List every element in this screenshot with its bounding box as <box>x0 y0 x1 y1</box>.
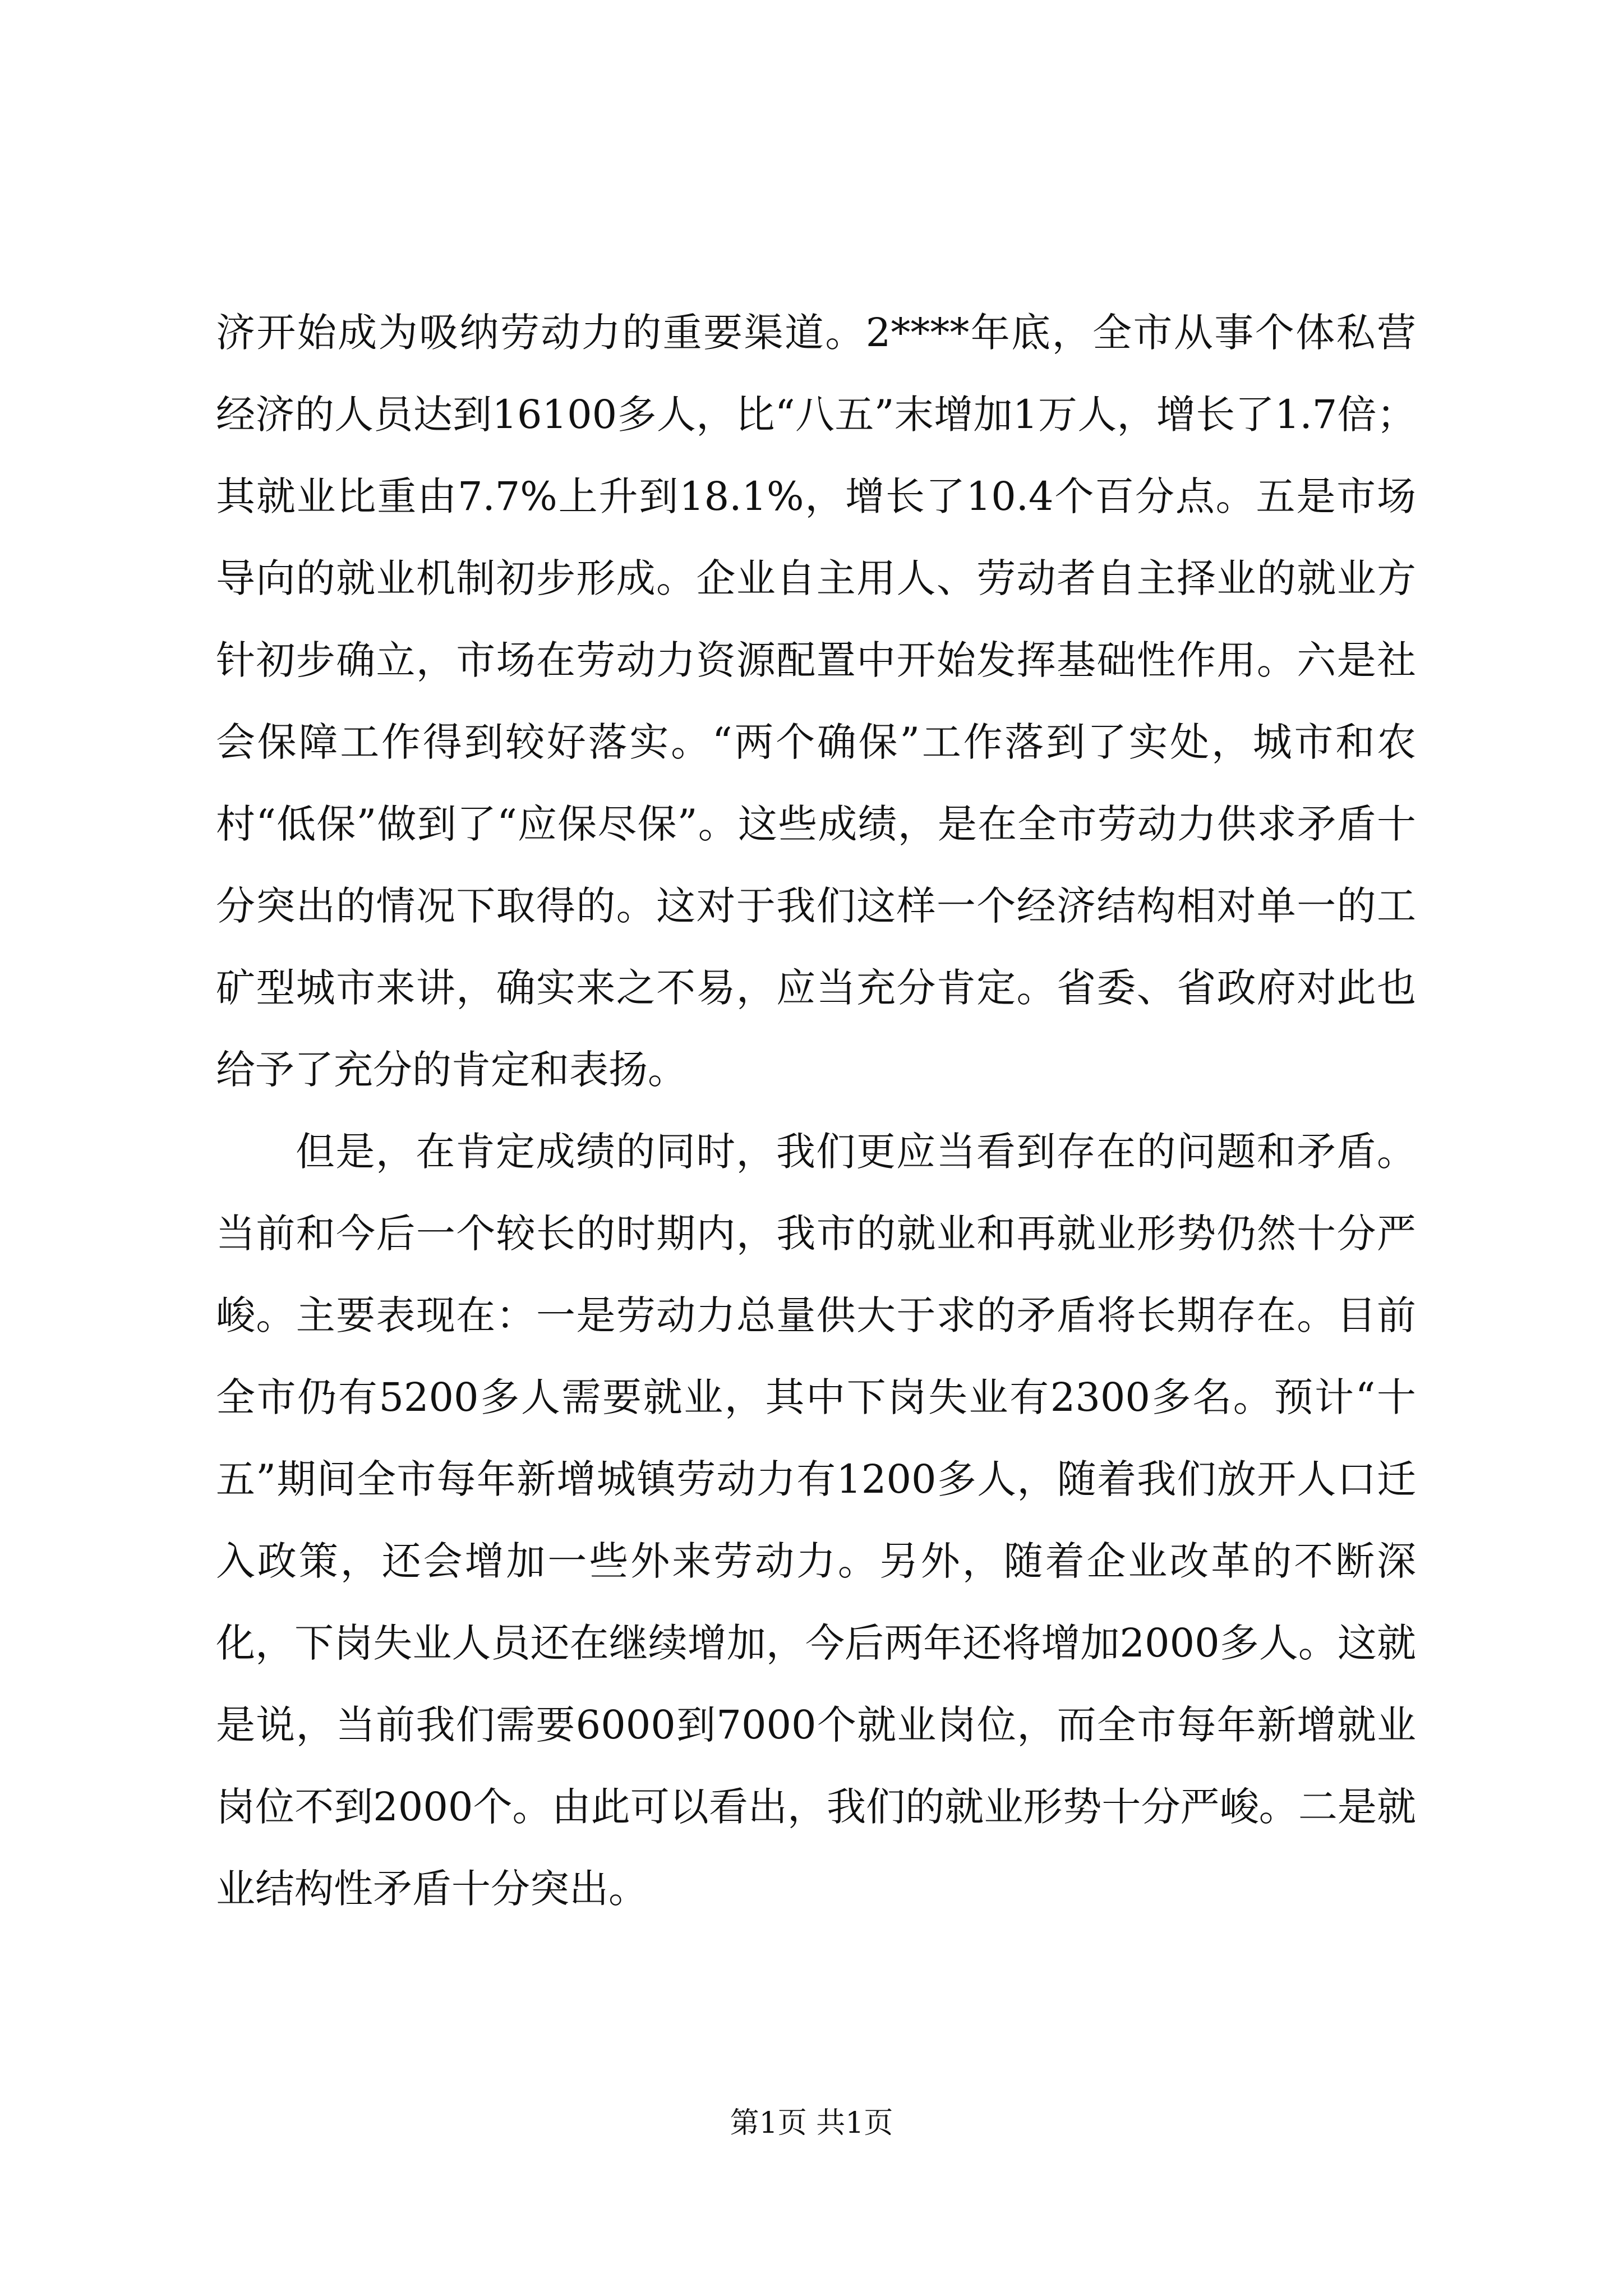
paragraph-1: 济开始成为吸纳劳动力的重要渠道。2****年底，全市从事个体私营经济的人员达到16100多人，比“八五”末增加1万人，增长了1.7倍；其就业比重由7.7%上升到18.1%，增长了10.4个百分点。五是市场导向的就业机制初步形成。企业自主用人、劳动者自主择业的就业方针初步确立，市场在劳动力资源配置中开始发挥基础性作用。六是社会保障工作得到较好落实。“两个确保”工作落到了实处，城市和农村“低保”做到了“应保尽保”。这些成绩，是在全市劳动力供求矛盾十分突出的情况下取得的。这对于我们这样一个经济结构相对单一的工矿型城市来讲，确实来之不易，应当充分肯定。省委、省政府对此也给予了充分的肯定和表扬。 <box>216 310 1416 1093</box>
document-body <box>216 292 1416 1930</box>
paragraph-2: 但是，在肯定成绩的同时，我们更应当看到存在的问题和矛盾。当前和今后一个较长的时期内，我市的就业和再就业形势仍然十分严峻。主要表现在：一是劳动力总量供大于求的矛盾将长期存在。目前全市仍有5200多人需要就业，其中下岗失业有2300多名。预计“十五”期间全市每年新增城镇劳动力有1200多人，随着我们放开人口迁入政策，还会增加一些外来劳动力。另外，随着企业改革的不断深化，下岗失业人员还在继续增加，今后两年还将增加2000多人。这就是说，当前我们需要6000到7000个就业岗位，而全市每年新增就业岗位不到2000个。由此可以看出，我们的就业形势十分严峻。二是就业结构性矛盾十分突出。 <box>216 1129 1416 1912</box>
page-footer: 第1页 共1页 <box>730 2106 893 2140</box>
